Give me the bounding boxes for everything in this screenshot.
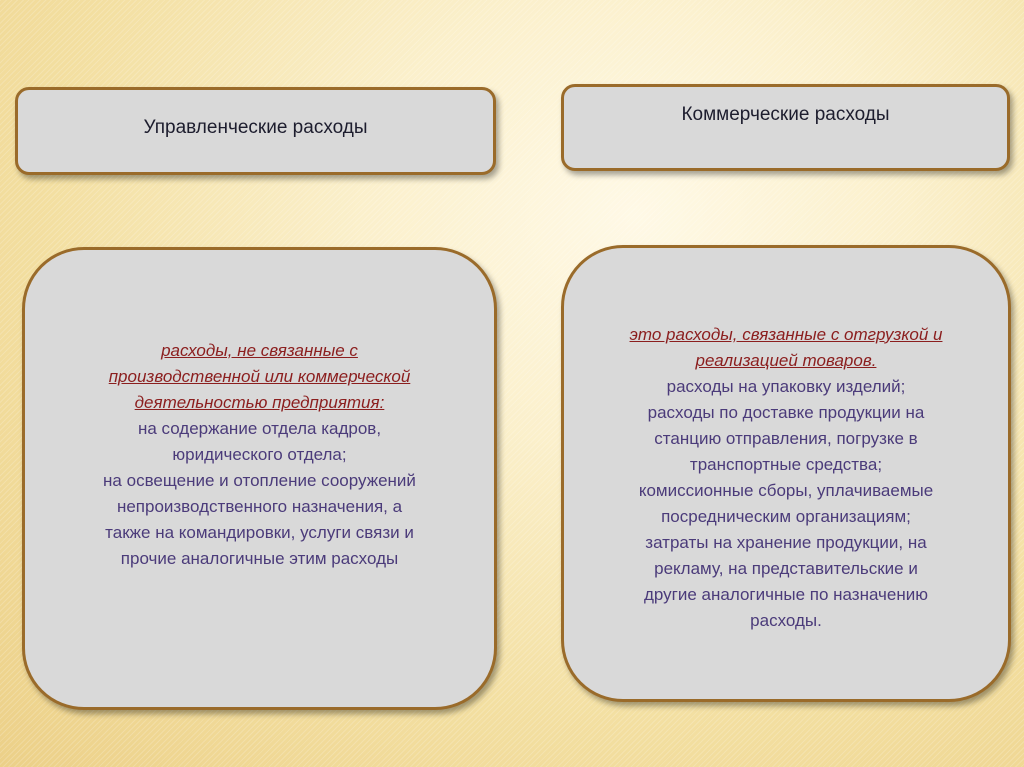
card-management-expenses bbox=[22, 247, 497, 710]
definition-line: производственной или коммерческой bbox=[108, 366, 411, 386]
definition-line: расходы, не связанные с bbox=[161, 340, 358, 360]
body-line: на освещение и отопление сооружений bbox=[103, 470, 416, 490]
definition-line: это расходы, связанные с отгрузкой и bbox=[629, 324, 943, 344]
body-line: транспортные средства; bbox=[689, 454, 883, 474]
header-title-commercial-expenses: Коммерческие расходы bbox=[681, 103, 890, 125]
body-line: расходы на упаковку изделий; bbox=[666, 376, 906, 396]
header-title-management-expenses: Управленческие расходы bbox=[143, 117, 368, 138]
body-line: рекламу, на представительские и bbox=[654, 558, 918, 578]
body-line: затраты на хранение продукции, на bbox=[645, 532, 927, 552]
header-box-management-expenses bbox=[15, 87, 496, 175]
body-line: комиссионные сборы, уплачиваемые bbox=[638, 480, 934, 500]
definition-line: деятельностью предприятия: bbox=[134, 392, 385, 412]
definition-line: реализацией товаров. bbox=[695, 350, 877, 370]
body-line: прочие аналогичные этим расходы bbox=[120, 548, 399, 568]
body-line: посредническим организациям; bbox=[661, 506, 911, 526]
body-line: на содержание отдела кадров, bbox=[137, 418, 382, 438]
body-line: непроизводственного назначения, а bbox=[116, 496, 403, 516]
header-box-commercial-expenses bbox=[561, 84, 1010, 171]
body-line: расходы по доставке продукции на bbox=[647, 402, 925, 422]
card-commercial-expenses bbox=[561, 245, 1011, 702]
body-line: другие аналогичные по назначению bbox=[643, 584, 928, 604]
body-line: расходы. bbox=[750, 610, 822, 630]
body-line: также на командировки, услуги связи и bbox=[105, 522, 414, 542]
body-line: юридического отдела; bbox=[172, 444, 347, 464]
body-line: станцию отправления, погрузке в bbox=[654, 428, 918, 448]
